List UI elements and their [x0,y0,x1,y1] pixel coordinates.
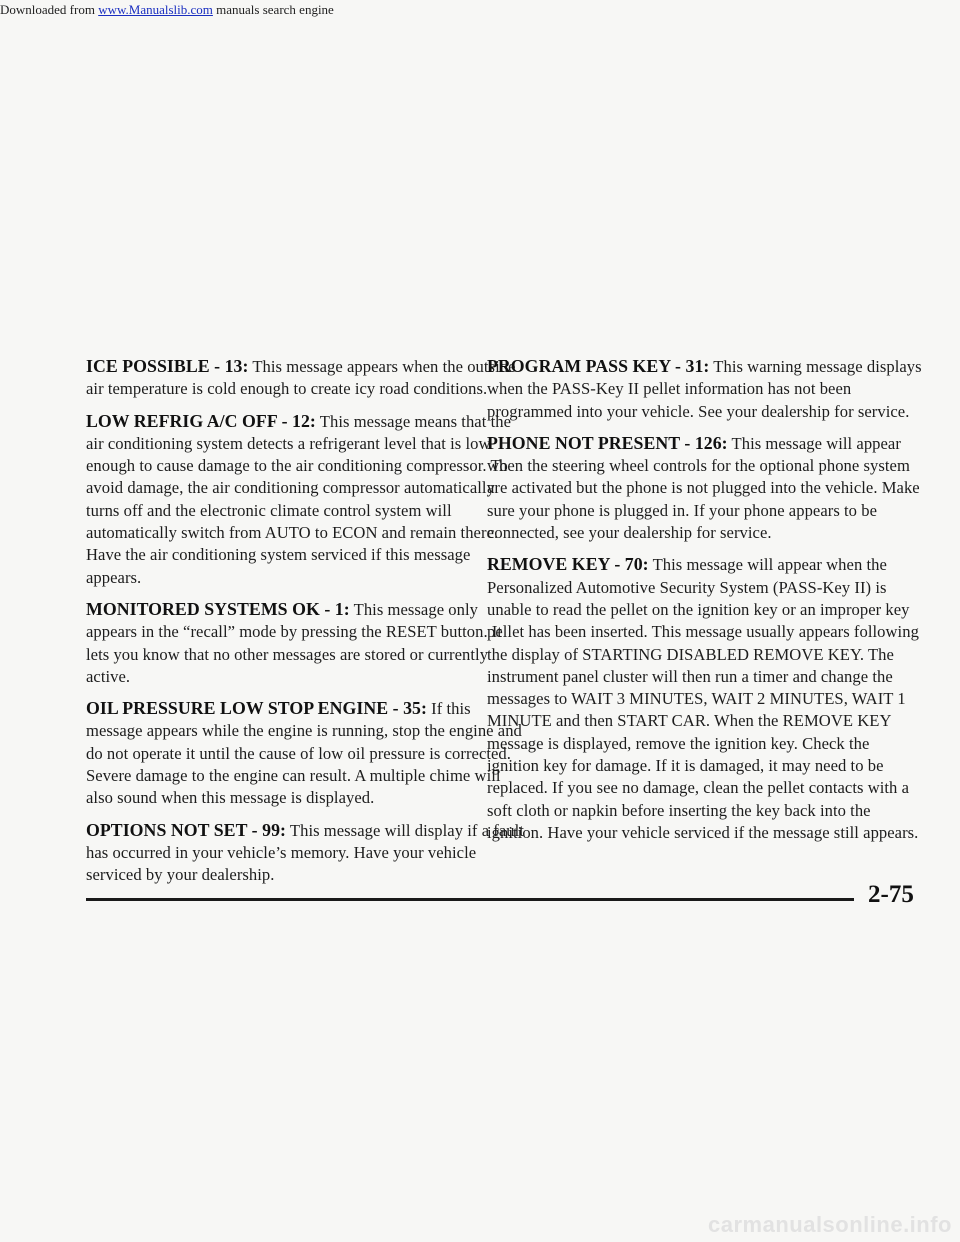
download-header [0,2,960,18]
header-prefix: Downloaded from [0,2,99,17]
left-column [86,355,526,896]
entry-title: REMOVE KEY - 70: [487,554,649,575]
message-entry-ice-possible [86,355,526,401]
manualslib-link[interactable]: www.Manualslib.com [98,2,213,17]
entry-body: This message appears when the outside air temperature is cold enough to create icy road conditions. [86,357,516,399]
entry-title: MONITORED SYSTEMS OK - 1: [86,598,350,619]
header-suffix: manuals search engine [212,2,334,17]
footer-rule [86,898,854,901]
page-number: 2-75 [868,881,914,908]
message-entry-program-pass-key [487,355,925,423]
entry-title: PROGRAM PASS KEY - 31: [487,356,710,376]
entry-title: PHONE NOT PRESENT - 126: [487,432,728,453]
entry-body: This message will appear when the steering wheel controls for the optional phone system are activated but the phone is not plugged into the vehicle. Make sure your phone is plugged in. If your phone appears to be connected, see your dealership for service. [487,433,920,543]
entry-body: This warning message displays when the PASS-Key II pellet information has not been programmed into your vehicle. See your dealership for service. [487,357,922,421]
entry-body: If this message appears while the engine is running, stop the engine and do not operate it until the cause of low oil pressure is corrected. Severe damage to the engine can result. A multiple chime will also sound when this message is displayed. [86,699,522,808]
right-column [487,355,925,853]
entry-title: OIL PRESSURE LOW STOP ENGINE - 35: [86,698,427,719]
message-entry-monitored-systems [86,598,526,688]
message-entry-remove-key [487,553,925,844]
message-entry-phone-not-present [487,432,925,544]
message-entry-oil-pressure [86,697,526,809]
entry-title: ICE POSSIBLE - 13: [86,356,249,376]
entry-body: This message will appear when the Personalized Automotive Security System (PASS-Key II) is unable to read the pellet on the ignition key or an improper key pellet has been inserted. This message usually appears following the display of STARTING DISABLED REMOVE KEY. The instrument panel cluster will then run a timer and change the messages to WAIT 3 MINUTES, WAIT 2 MINUTES, WAIT 1 MINUTE and then START CAR. When the REMOVE KEY message is displayed, remove the ignition key. Check the ignition key for damage. If it is damaged, it may need to be replaced. If you see no damage, clean the pellet contacts with a soft cloth or napkin before inserting the key back into the ignition. Have your vehicle serviced if the message still appears. [487,555,919,842]
entry-body: This message will display if a fault has occurred in your vehicle’s memory. Have your vehicle serviced by your dealership. [86,820,524,885]
entry-title: LOW REFRIG A/C OFF - 12: [86,410,316,431]
message-entry-options-not-set [86,819,526,887]
entry-body: This message only appears in the “recall” mode by pressing the RESET button. It lets you know that no other messages are stored or currently active. [86,599,503,686]
watermark-logo: carmanualsonline.info [708,1212,952,1237]
entry-title: OPTIONS NOT SET - 99: [86,819,286,840]
message-entry-low-refrig [86,410,526,589]
entry-body: This message means that the air conditioning system detects a refrigerant level that is low enough to cause damage to the air conditioning compressor. To avoid damage, the air conditioning compressor automatically turns off and the electronic climate control system will automatically switch from AUTO to ECON and remain there. Have the air conditioning system serviced if this message appears. [86,411,512,587]
